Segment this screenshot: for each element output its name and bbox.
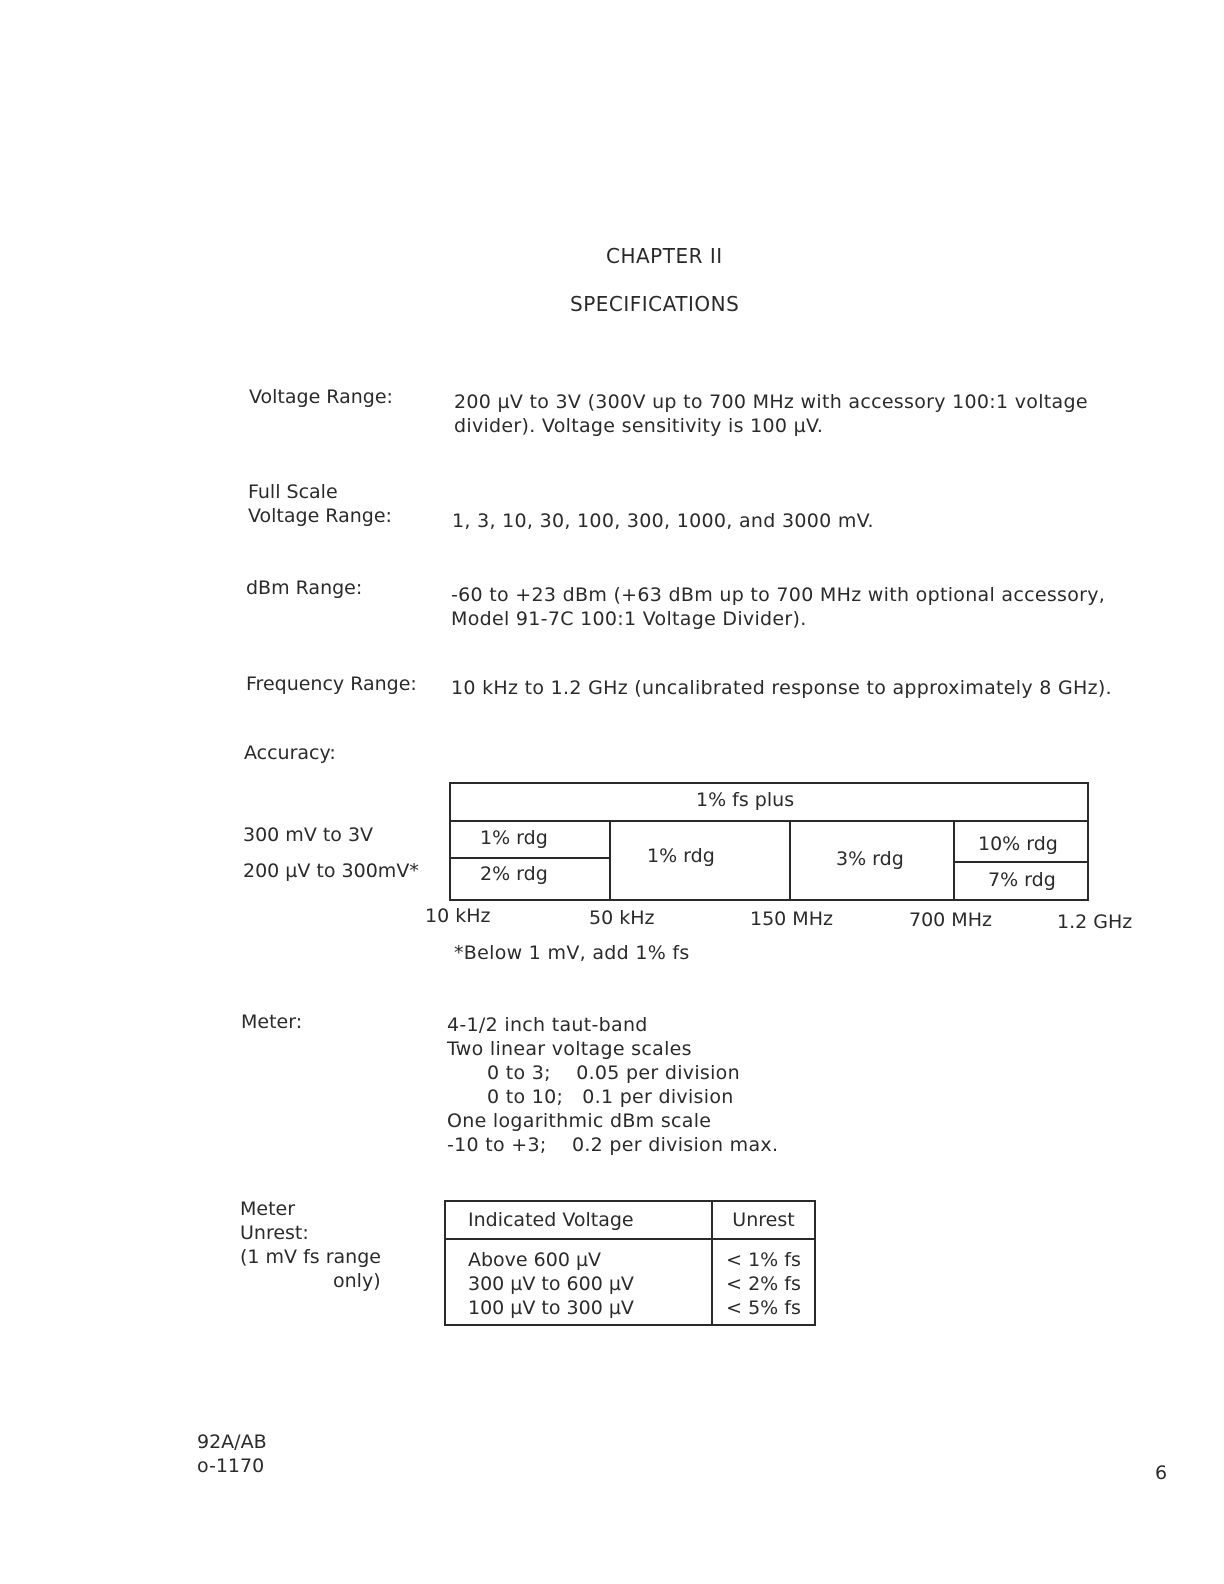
voltage-range-label: Voltage Range: bbox=[249, 386, 393, 408]
table-rule bbox=[953, 861, 1089, 863]
voltage-range-line: divider). Voltage sensitivity is 100 µV. bbox=[454, 415, 824, 437]
accuracy-label: Accuracy: bbox=[244, 742, 336, 764]
table-rule bbox=[449, 820, 1089, 822]
dbm-range-line: Model 91-7C 100:1 Voltage Divider). bbox=[451, 608, 807, 630]
dbm-range-value bbox=[451, 583, 1105, 631]
table-rule bbox=[789, 820, 791, 901]
full-scale-value: 1, 3, 10, 30, 100, 300, 1000, and 3000 mV. bbox=[452, 510, 874, 532]
unrest-label-line: Meter bbox=[240, 1198, 296, 1220]
accuracy-footnote: *Below 1 mV, add 1% fs bbox=[454, 942, 690, 964]
voltage-value: 300 µV to 600 µV bbox=[468, 1273, 634, 1295]
meter-line: 4-1/2 inch taut-band bbox=[447, 1014, 648, 1036]
frequency-tick: 10 kHz bbox=[425, 905, 491, 927]
table-header-row bbox=[445, 1201, 815, 1239]
unrest-value: < 2% fs bbox=[726, 1273, 801, 1295]
unrest-label-line: Unrest: bbox=[240, 1222, 309, 1244]
chapter-heading: CHAPTER II bbox=[606, 244, 723, 268]
dbm-range-label: dBm Range: bbox=[246, 577, 363, 599]
table-rule bbox=[449, 782, 1089, 784]
accuracy-row-label: 300 mV to 3V bbox=[243, 824, 374, 846]
footer-code bbox=[197, 1430, 267, 1478]
accuracy-cell: 3% rdg bbox=[836, 848, 904, 870]
frequency-tick: 1.2 GHz bbox=[1057, 911, 1133, 933]
model-number: 92A/AB bbox=[197, 1431, 267, 1453]
unrest-value: < 1% fs bbox=[726, 1249, 801, 1271]
frequency-tick: 50 kHz bbox=[589, 907, 655, 929]
voltage-range-value bbox=[454, 390, 1088, 438]
meter-line: One logarithmic dBm scale bbox=[447, 1110, 712, 1132]
unrest-cell bbox=[712, 1239, 815, 1325]
accuracy-cell: 1% rdg bbox=[647, 845, 715, 867]
meter-value bbox=[447, 1013, 778, 1157]
full-scale-label bbox=[248, 480, 392, 528]
full-scale-label-line: Full Scale bbox=[248, 481, 338, 503]
table-rule bbox=[1087, 782, 1089, 901]
dbm-range-line: -60 to +23 dBm (+63 dBm up to 700 MHz with optional accessory, bbox=[451, 584, 1106, 606]
voltage-value: 100 µV to 300 µV bbox=[468, 1297, 634, 1319]
voltage-value: Above 600 µV bbox=[468, 1249, 602, 1271]
accuracy-header: 1% fs plus bbox=[696, 789, 795, 811]
frequency-range-label: Frequency Range: bbox=[246, 673, 417, 695]
voltage-range-line: 200 µV to 3V (300V up to 700 MHz with accessory 100:1 voltage bbox=[454, 391, 1088, 413]
table-rule bbox=[449, 782, 451, 901]
voltage-cell bbox=[445, 1239, 712, 1325]
table-rule bbox=[609, 820, 611, 901]
unrest-label-line: only) bbox=[333, 1270, 381, 1292]
meter-label: Meter: bbox=[241, 1011, 303, 1033]
column-header: Unrest bbox=[712, 1201, 815, 1239]
full-scale-label-line: Voltage Range: bbox=[248, 505, 392, 527]
frequency-tick: 150 MHz bbox=[750, 908, 833, 930]
frequency-tick: 700 MHz bbox=[909, 909, 992, 931]
page-number: 6 bbox=[1155, 1462, 1168, 1484]
frequency-range-value: 10 kHz to 1.2 GHz (uncalibrated response to approximately 8 GHz). bbox=[451, 677, 1112, 699]
unrest-table bbox=[444, 1200, 816, 1326]
table-rule bbox=[449, 857, 611, 859]
unrest-label-line: (1 mV fs range bbox=[240, 1246, 381, 1268]
column-header: Indicated Voltage bbox=[445, 1201, 712, 1239]
document-code: o-1170 bbox=[197, 1455, 265, 1477]
accuracy-row-label: 200 µV to 300mV* bbox=[243, 860, 419, 882]
accuracy-cell: 7% rdg bbox=[988, 869, 1056, 891]
meter-line: 0 to 10; 0.1 per division bbox=[487, 1086, 734, 1108]
page-title: SPECIFICATIONS bbox=[570, 292, 740, 316]
accuracy-cell: 2% rdg bbox=[480, 863, 548, 885]
accuracy-cell: 1% rdg bbox=[480, 827, 548, 849]
accuracy-cell: 10% rdg bbox=[978, 833, 1058, 855]
unrest-label bbox=[240, 1197, 381, 1293]
meter-line: Two linear voltage scales bbox=[447, 1038, 692, 1060]
unrest-value: < 5% fs bbox=[726, 1297, 801, 1319]
meter-line: -10 to +3; 0.2 per division max. bbox=[447, 1134, 779, 1156]
table-rule bbox=[449, 899, 1089, 901]
meter-line: 0 to 3; 0.05 per division bbox=[487, 1062, 740, 1084]
table-row bbox=[445, 1239, 815, 1325]
